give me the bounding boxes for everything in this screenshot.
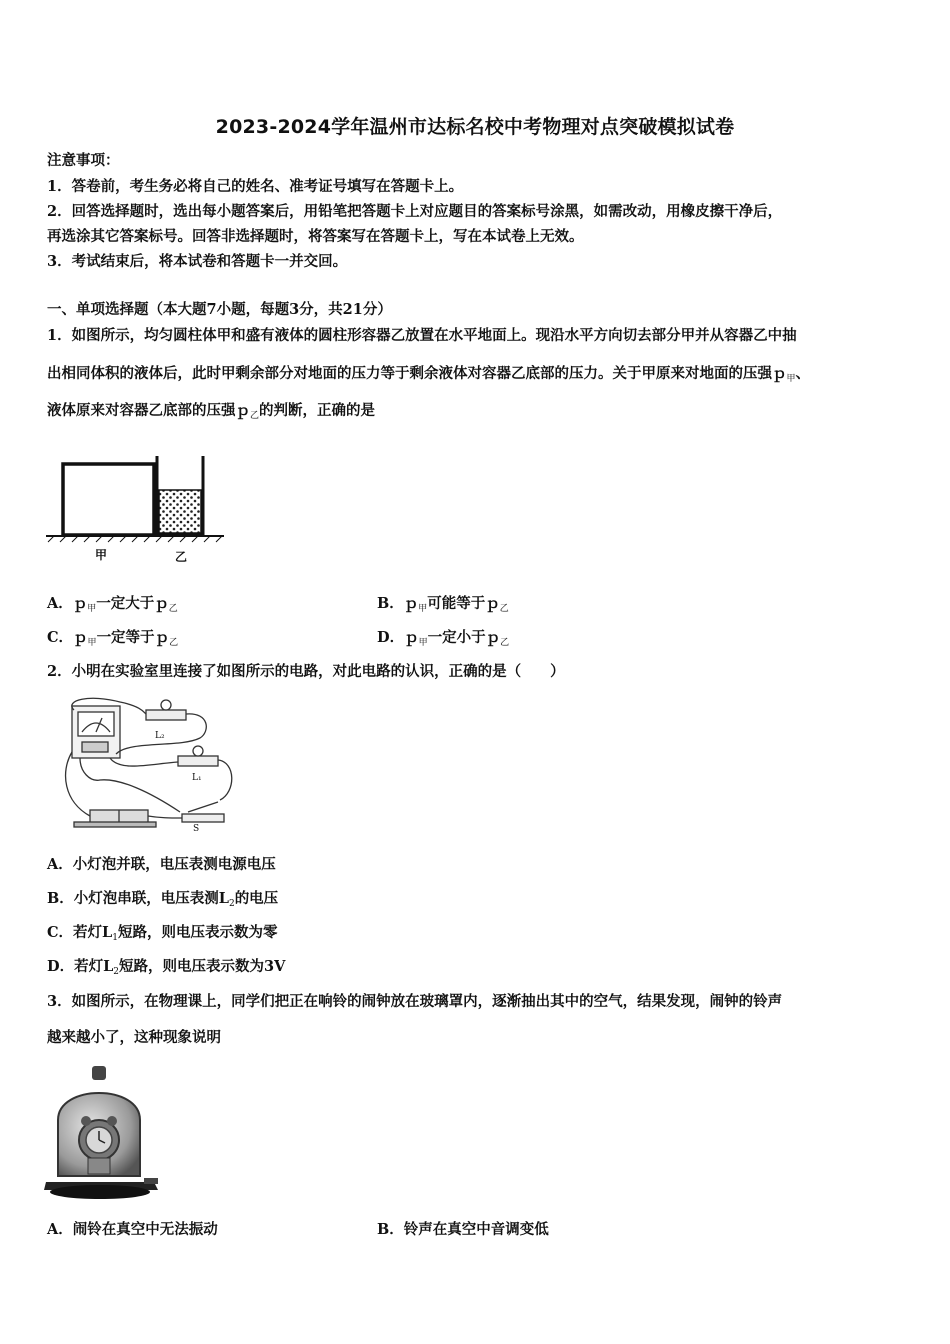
q1-option-d[interactable]: D．ｐ$_甲$一定小于ｐ$_乙$ (377, 629, 510, 648)
section-heading: 一、单项选择题（本大题7小题，每题3分，共21分） (47, 301, 392, 318)
q3-option-b[interactable]: B．铃声在真空中音调变低 (377, 1221, 549, 1238)
notice-item: 3．考试结束后，将本试卷和答题卡一并交回。 (47, 253, 348, 270)
lamp-l2 (146, 710, 186, 720)
label-l1: L₁ (192, 773, 202, 783)
q3-stem-line: 3．如图所示，在物理课上，同学们把正在响铃的闹钟放在玻璃罩内，逐渐抽出其中的空气，结果发现，闹钟的铃声 (47, 993, 783, 1010)
notice-item: 1．答卷前，考生务必将自己的姓名、准考证号填写在答题卡上。 (47, 178, 464, 195)
notice-heading: 注意事项： (47, 152, 120, 169)
label-l2: L₂ (155, 731, 165, 741)
label-jia: 甲 (95, 548, 108, 562)
q2-option-b[interactable]: B．小灯泡串联，电压表测$L_2$的电压 (47, 890, 279, 909)
notice-item: 2．回答选择题时，选出每小题答案后，用铅笔把答题卡上对应题目的答案标号涂黑，如需改动，用橡皮擦干净后， (47, 203, 783, 220)
switch (182, 814, 224, 822)
jar-knob (92, 1066, 106, 1080)
q1-stem-line: 出相同体积的液体后，此时甲剩余部分对地面的压力等于剩余液体对容器乙底部的压力。关于甲原来对地面的压强ｐ$_甲$、 (47, 365, 811, 384)
q3-stem-line: 越来越小了，这种现象说明 (47, 1029, 221, 1046)
q2-option-d[interactable]: D．若灯$L_2$短路，则电压表示数为3V (47, 958, 286, 977)
q1-stem-line: 液体原来对容器乙底部的压强ｐ$_乙$的判断，正确的是 (47, 402, 376, 421)
page-title: 2023-2024学年温州市达标名校中考物理对点突破模拟试卷 (215, 116, 735, 138)
liquid (159, 490, 201, 533)
q1-option-c[interactable]: C．ｐ$_甲$一定等于ｐ$_乙$ (47, 629, 179, 648)
q2-option-a[interactable]: A．小灯泡并联，电压表测电源电压 (47, 856, 276, 873)
label-s: S (193, 824, 200, 834)
q2-option-c[interactable]: C．若灯$L_1$短路，则电压表示数为零 (47, 924, 278, 943)
q2-stem: 2．小明在实验室里连接了如图所示的电路，对此电路的认识，正确的是（ ） (47, 663, 565, 680)
q3-option-a[interactable]: A．闹铃在真空中无法振动 (47, 1221, 218, 1238)
lamp-l1 (178, 756, 218, 766)
q1-stem-line: 1．如图所示，均匀圆柱体甲和盛有液体的圆柱形容器乙放置在水平地面上。现沿水平方向切去部分甲并从容器乙中抽 (47, 327, 797, 344)
q3-belljar-figure (44, 1064, 164, 1202)
q1-option-b[interactable]: B．ｐ$_甲$可能等于ｐ$_乙$ (377, 595, 509, 614)
q1-option-a[interactable]: A．ｐ$_甲$一定大于ｐ$_乙$ (47, 595, 178, 614)
label-yi: 乙 (175, 550, 188, 564)
q1-figure (46, 450, 236, 575)
cylinder-jia (63, 464, 154, 535)
q2-circuit-figure (60, 692, 240, 840)
notice-item: 再选涂其它答案标号。回答非选择题时，将答案写在答题卡上，写在本试卷上无效。 (47, 228, 584, 245)
